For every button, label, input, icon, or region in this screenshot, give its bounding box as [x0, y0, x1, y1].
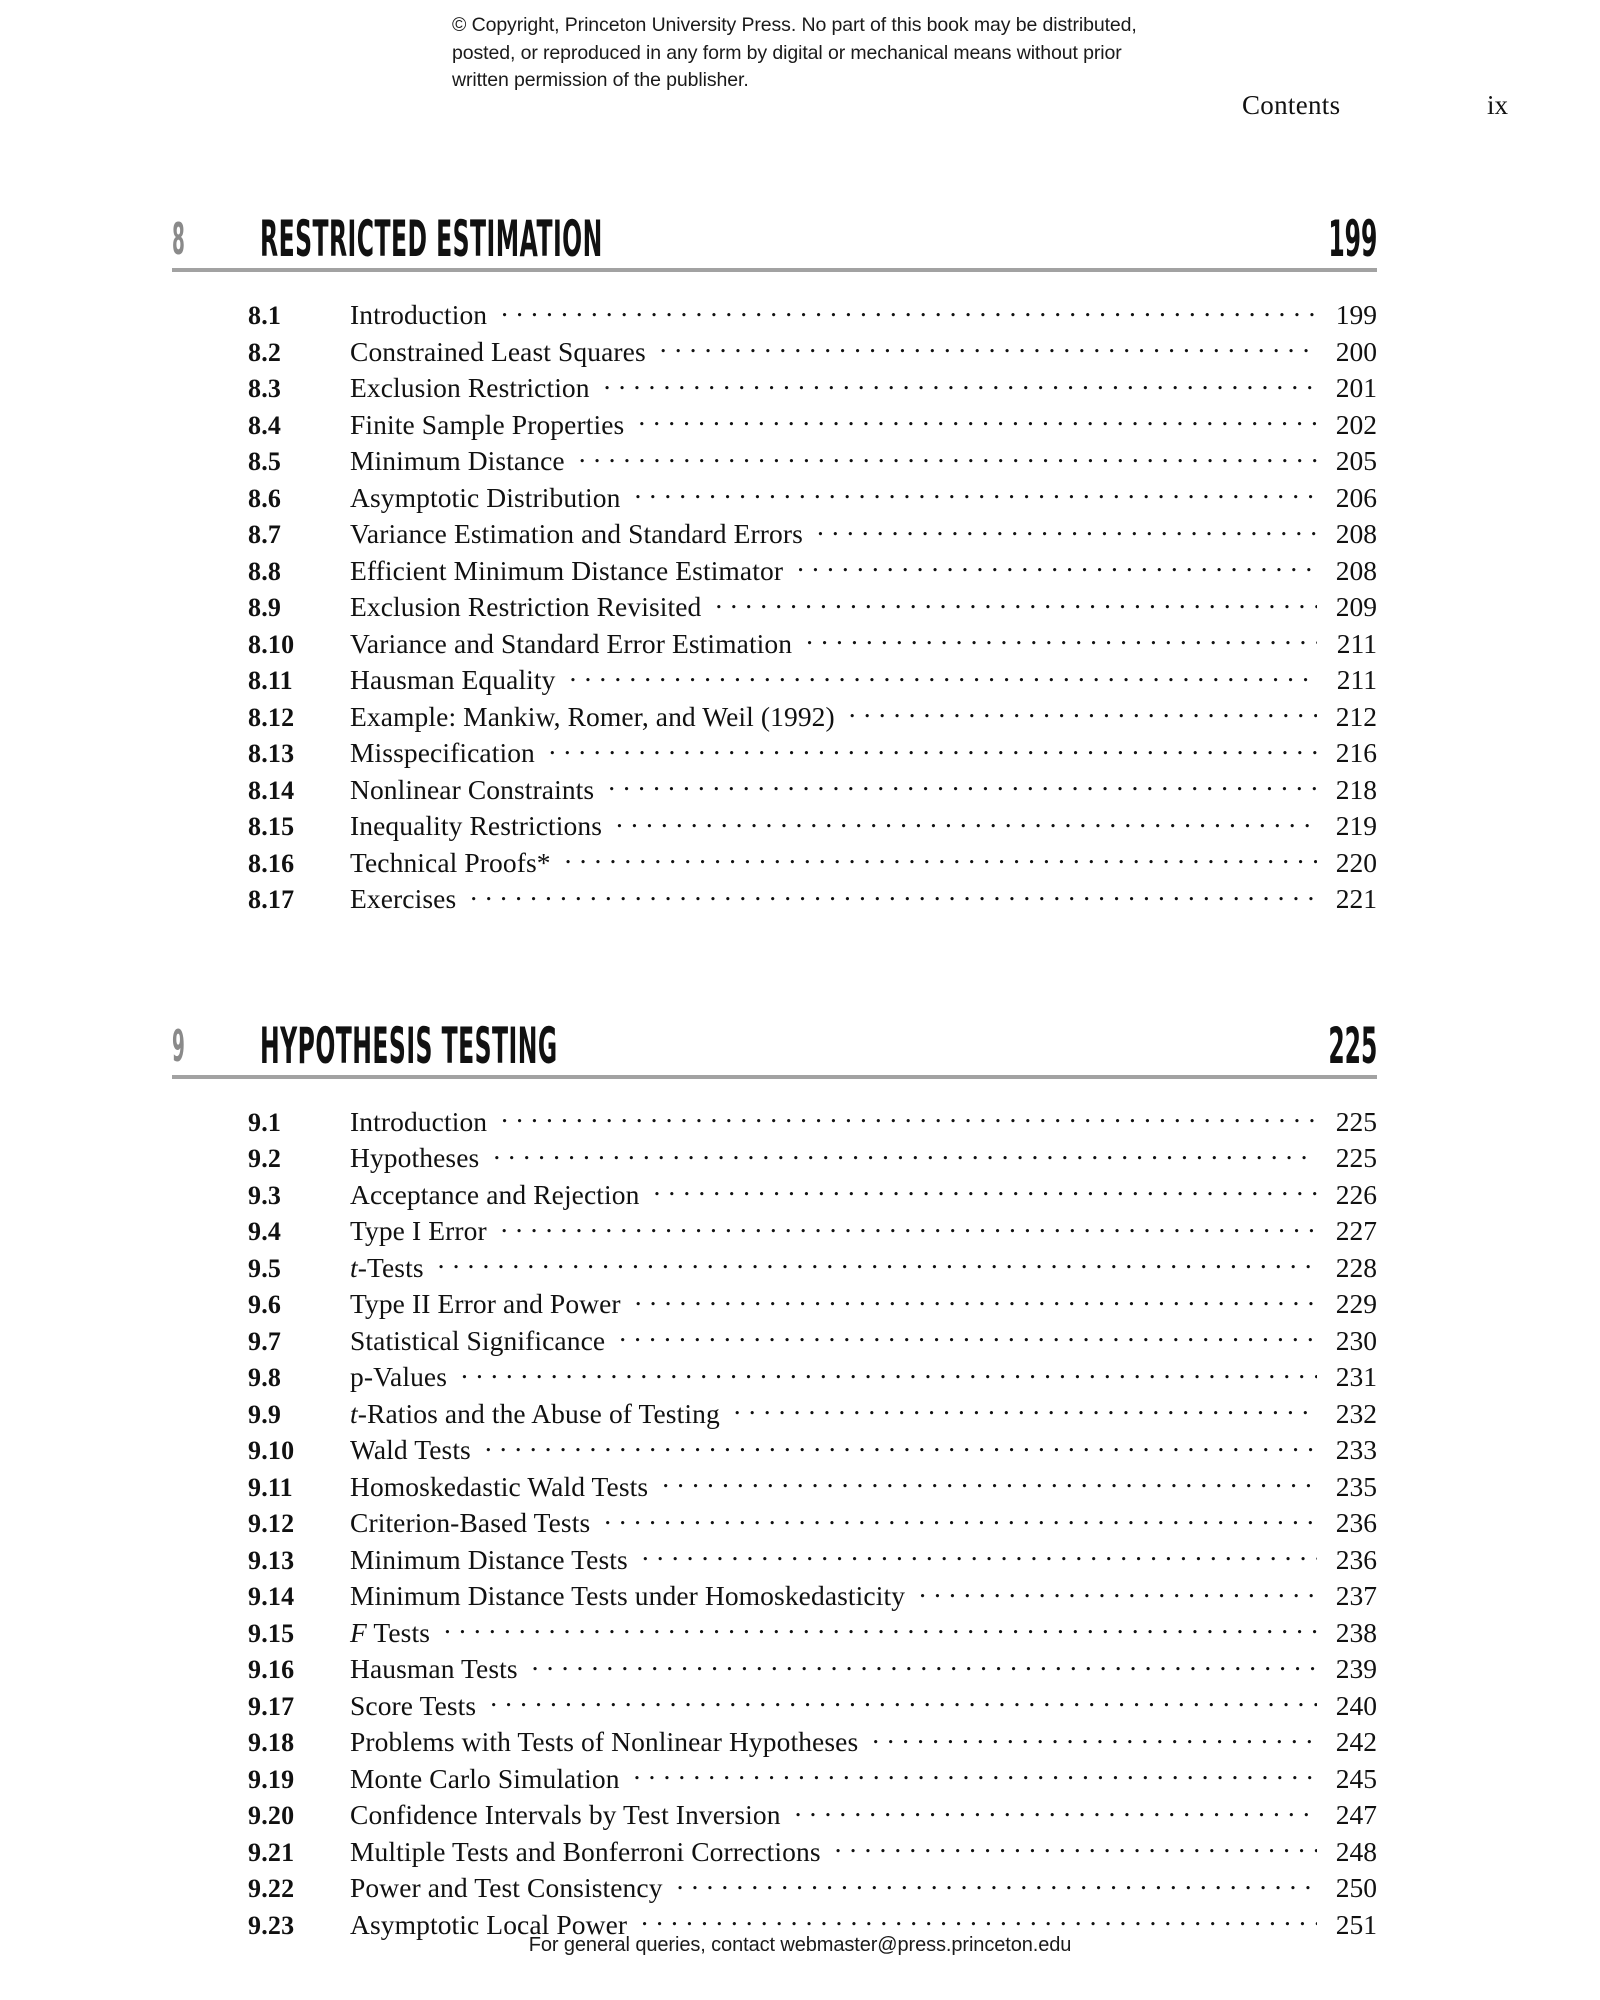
toc-entry-page-number: 200	[1335, 335, 1377, 367]
toc-entry-page-number: 235	[1335, 1470, 1377, 1502]
toc-entry-number: 9.17	[248, 1691, 295, 1721]
toc-entry-title: t-Tests	[350, 1251, 424, 1283]
toc-entry[interactable]	[172, 1322, 1377, 1359]
toc-entry-number: 9.6	[248, 1290, 282, 1319]
toc-entry-title: Introduction	[350, 299, 488, 330]
toc-entry[interactable]	[172, 1796, 1377, 1833]
toc-entry-number: 8.15	[248, 812, 295, 841]
toc-dot-leader	[715, 588, 1317, 616]
toc-entry-number: 9.2	[248, 1144, 282, 1173]
toc-entry-number: 8.13	[248, 739, 295, 768]
toc-entry[interactable]	[172, 1139, 1377, 1176]
toc-entry-number: 8.3	[248, 374, 282, 403]
toc-dot-leader	[635, 1285, 1317, 1313]
chapter-divider-rule	[172, 268, 1377, 272]
toc-dot-leader	[872, 1723, 1317, 1751]
toc-entry-title: p-Values	[350, 1361, 448, 1392]
toc-entry[interactable]	[172, 442, 1377, 479]
toc-entry[interactable]	[172, 1687, 1377, 1724]
toc-entry[interactable]	[172, 406, 1377, 443]
toc-entry-number: 8.10	[248, 629, 295, 659]
toc-entry-page-number: 229	[1335, 1288, 1377, 1319]
toc-entry-page-number: 240	[1335, 1689, 1377, 1721]
toc-dot-leader	[444, 1614, 1317, 1642]
toc-dot-leader	[604, 1504, 1317, 1532]
toc-entry[interactable]	[172, 552, 1377, 589]
toc-entry-number: 9.7	[248, 1326, 282, 1356]
toc-entry[interactable]	[172, 1176, 1377, 1213]
toc-dot-leader	[641, 1906, 1317, 1934]
toc-entry-title: Hausman Tests	[350, 1653, 518, 1684]
toc-entry-page-number: 219	[1335, 810, 1377, 841]
table-of-contents	[172, 196, 1377, 1942]
toc-entry-number: 9.16	[248, 1655, 295, 1684]
toc-entry-number: 9.10	[248, 1436, 295, 1465]
toc-dot-leader	[795, 1796, 1317, 1824]
toc-entry-page-number: 237	[1335, 1580, 1377, 1611]
toc-entry-title: Minimum Distance Tests	[350, 1543, 628, 1575]
toc-entry[interactable]	[172, 1577, 1377, 1614]
toc-entry-number: 8.14	[248, 775, 295, 805]
toc-entry-page-number: 212	[1335, 700, 1377, 732]
toc-entry-page-number: 226	[1335, 1178, 1377, 1210]
chapter-number: 9	[172, 1020, 185, 1072]
toc-entry[interactable]	[172, 1833, 1377, 1870]
toc-entry-title: Type II Error and Power	[350, 1288, 621, 1319]
toc-entry[interactable]	[172, 1468, 1377, 1505]
toc-dot-leader	[549, 734, 1317, 762]
toc-entry-title: Efficient Minimum Distance Estimator	[350, 554, 784, 586]
toc-entry[interactable]	[172, 698, 1377, 735]
toc-entry-number: 8.9	[248, 593, 282, 622]
toc-entry-page-number: 199	[1335, 299, 1377, 330]
toc-entry-number: 8.12	[248, 702, 295, 732]
toc-entry-title: Minimum Distance Tests under Homoskedasticity	[350, 1580, 906, 1611]
toc-entry-page-number: 211	[1336, 627, 1377, 659]
toc-dot-leader	[660, 333, 1317, 361]
toc-dot-leader	[662, 1468, 1317, 1496]
toc-dot-leader	[634, 479, 1317, 507]
toc-dot-leader	[817, 515, 1317, 543]
toc-dot-leader	[806, 625, 1317, 653]
toc-entry-page-number: 250	[1335, 1872, 1377, 1903]
toc-entry-number: 9.5	[248, 1253, 282, 1283]
chapter-divider-rule	[172, 1075, 1377, 1079]
toc-entry-page-number: 242	[1335, 1726, 1377, 1757]
toc-entry-number: 8.8	[248, 556, 282, 586]
toc-entry[interactable]	[172, 844, 1377, 881]
toc-entry-number: 9.20	[248, 1801, 295, 1830]
toc-entry-title: Power and Test Consistency	[350, 1872, 663, 1903]
toc-dot-leader	[604, 369, 1317, 397]
section-list	[172, 1103, 1377, 1943]
toc-entry-number: 9.8	[248, 1363, 282, 1392]
toc-dot-leader	[677, 1869, 1317, 1897]
toc-entry[interactable]	[172, 807, 1377, 844]
toc-entry-title: Hypotheses	[350, 1142, 480, 1173]
toc-entry-number: 9.13	[248, 1545, 295, 1575]
toc-entry[interactable]	[172, 1103, 1377, 1140]
toc-entry-title: Statistical Significance	[350, 1324, 606, 1356]
toc-entry-number: 9.18	[248, 1728, 295, 1757]
toc-entry-page-number: 220	[1335, 846, 1377, 878]
toc-entry[interactable]	[172, 734, 1377, 771]
toc-entry-title: Minimum Distance	[350, 445, 565, 476]
toc-entry-page-number: 251	[1335, 1908, 1377, 1940]
toc-entry-page-number: 208	[1335, 554, 1377, 586]
toc-dot-leader	[461, 1358, 1317, 1386]
footer-notice: For general queries, contact webmaster@press.princeton.edu	[528, 1934, 1072, 1956]
toc-dot-leader	[493, 1139, 1317, 1167]
toc-entry[interactable]	[172, 1358, 1377, 1395]
toc-entry-page-number: 230	[1335, 1324, 1377, 1356]
toc-entry[interactable]	[172, 1541, 1377, 1578]
toc-entry-page-number: 205	[1335, 445, 1377, 476]
toc-entry[interactable]	[172, 880, 1377, 917]
toc-entry[interactable]	[172, 588, 1377, 625]
toc-entry-page-number: 201	[1335, 372, 1377, 403]
toc-entry-page-number: 225	[1335, 1142, 1377, 1173]
toc-entry-number: 8.16	[248, 848, 295, 878]
toc-dot-leader	[485, 1431, 1317, 1459]
copyright-notice: © Copyright, Princeton University Press. No part of this book may be distributed, posted, or reproduced in any form by digital or mechanical means without prior written permission of the publisher.	[452, 14, 1137, 92]
toc-entry-number: 8.7	[248, 520, 282, 549]
toc-entry-title: Variance and Standard Error Estimation	[350, 627, 793, 659]
toc-dot-leader	[835, 1833, 1317, 1861]
running-head	[0, 90, 1600, 130]
chapter-block	[172, 196, 1377, 917]
toc-dot-leader	[849, 698, 1317, 726]
toc-entry-page-number: 231	[1335, 1361, 1377, 1392]
toc-entry-title: Nonlinear Constraints	[350, 773, 595, 805]
toc-entry[interactable]	[172, 1614, 1377, 1651]
toc-entry-page-number: 209	[1335, 591, 1377, 622]
toc-entry-title: Monte Carlo Simulation	[350, 1762, 620, 1794]
toc-dot-leader	[570, 661, 1317, 689]
toc-dot-leader	[608, 771, 1317, 799]
toc-entry-title: Variance Estimation and Standard Errors	[350, 518, 803, 549]
toc-entry-page-number: 245	[1335, 1762, 1377, 1794]
toc-entry-page-number: 228	[1335, 1251, 1377, 1283]
toc-dot-leader	[642, 1541, 1317, 1569]
toc-entry-title: Example: Mankiw, Romer, and Weil (1992)	[350, 700, 835, 732]
toc-entry-number: 9.12	[248, 1509, 295, 1538]
toc-entry-title: t-Ratios and the Abuse of Testing	[350, 1397, 720, 1429]
toc-entry-page-number: 208	[1335, 518, 1377, 549]
toc-dot-leader	[734, 1395, 1317, 1423]
toc-dot-leader	[653, 1176, 1317, 1204]
chapter-title: HYPOTHESIS TESTING	[260, 1016, 558, 1075]
toc-entry-page-number: 232	[1335, 1397, 1377, 1429]
toc-entry-title: Exclusion Restriction Revisited	[350, 591, 702, 622]
toc-entry-number: 8.6	[248, 483, 282, 513]
running-head-title: Contents	[1242, 90, 1341, 120]
toc-dot-leader	[616, 807, 1317, 835]
toc-entry-number: 9.1	[248, 1107, 282, 1137]
toc-dot-leader	[638, 406, 1317, 434]
toc-entry-page-number: 239	[1335, 1653, 1377, 1684]
toc-entry-title: Problems with Tests of Nonlinear Hypotheses	[350, 1726, 859, 1757]
toc-dot-leader	[532, 1650, 1317, 1678]
toc-entry-number: 9.15	[248, 1618, 295, 1648]
toc-dot-leader	[634, 1760, 1317, 1788]
chapter-page-number: 199	[1327, 210, 1377, 268]
toc-entry-title: Acceptance and Rejection	[350, 1178, 640, 1210]
chapter-spacer	[172, 917, 1377, 1003]
chapter-title: RESTRICTED ESTIMATION	[260, 210, 603, 268]
toc-entry-title: Type I Error	[350, 1215, 487, 1246]
toc-entry[interactable]	[172, 1650, 1377, 1687]
toc-dot-leader	[565, 844, 1317, 872]
toc-entry[interactable]	[172, 625, 1377, 662]
toc-entry-number: 8.2	[248, 337, 282, 367]
toc-entry[interactable]	[172, 1504, 1377, 1541]
toc-entry-number: 8.4	[248, 410, 282, 440]
toc-entry[interactable]	[172, 1249, 1377, 1286]
toc-entry-title: Homoskedastic Wald Tests	[350, 1470, 649, 1502]
toc-entry[interactable]	[172, 1395, 1377, 1432]
toc-entry[interactable]	[172, 1869, 1377, 1906]
toc-entry-page-number: 206	[1335, 481, 1377, 513]
toc-entry-number: 9.4	[248, 1217, 282, 1246]
toc-entry-number: 9.23	[248, 1910, 295, 1940]
chapter-number: 8	[172, 214, 185, 265]
toc-entry-number: 8.11	[248, 666, 293, 695]
toc-entry-title: Finite Sample Properties	[350, 408, 625, 440]
toc-entry-title: Asymptotic Distribution	[350, 481, 621, 513]
toc-entry-page-number: 221	[1335, 883, 1377, 914]
chapter-heading[interactable]	[172, 196, 1377, 268]
toc-entry-page-number: 248	[1335, 1835, 1377, 1867]
toc-entry[interactable]	[172, 1760, 1377, 1797]
toc-entry-page-number: 218	[1335, 773, 1377, 805]
toc-entry-page-number: 238	[1335, 1616, 1377, 1648]
toc-entry-title: Criterion-Based Tests	[350, 1507, 591, 1538]
toc-entry-number: 9.3	[248, 1180, 282, 1210]
toc-entry-page-number: 236	[1335, 1507, 1377, 1538]
toc-entry-title: Technical Proofs*	[350, 846, 551, 878]
toc-entry-number: 9.21	[248, 1837, 295, 1867]
toc-entry-title: Wald Tests	[350, 1434, 471, 1465]
toc-entry-page-number: 227	[1335, 1215, 1377, 1246]
toc-entry-title: Exercises	[350, 883, 457, 914]
toc-entry-number: 8.1	[248, 301, 282, 330]
toc-entry-page-number: 211	[1336, 664, 1377, 695]
toc-dot-leader	[490, 1687, 1317, 1715]
toc-entry-number: 9.9	[248, 1399, 282, 1429]
toc-entry[interactable]	[172, 1212, 1377, 1249]
toc-entry-number: 9.14	[248, 1582, 295, 1611]
toc-entry-title: Confidence Intervals by Test Inversion	[350, 1799, 781, 1830]
page-folio: ix	[1487, 90, 1509, 120]
toc-entry-page-number: 247	[1335, 1799, 1377, 1830]
toc-entry-title: Misspecification	[350, 737, 535, 768]
toc-dot-leader	[501, 1212, 1317, 1240]
toc-entry-page-number: 225	[1335, 1105, 1377, 1137]
toc-entry-title: Inequality Restrictions	[350, 810, 603, 841]
toc-entry-number: 8.5	[248, 447, 282, 476]
toc-entry[interactable]	[172, 369, 1377, 406]
toc-dot-leader	[438, 1249, 1317, 1277]
toc-dot-leader	[619, 1322, 1317, 1350]
toc-entry-number: 9.19	[248, 1764, 295, 1794]
toc-entry-title: Asymptotic Local Power	[350, 1908, 628, 1940]
toc-entry[interactable]	[172, 771, 1377, 808]
toc-entry[interactable]	[172, 661, 1377, 698]
toc-entry-number: 8.17	[248, 885, 295, 914]
section-list	[172, 296, 1377, 917]
toc-entry-title: Hausman Equality	[350, 664, 556, 695]
toc-entry[interactable]	[172, 333, 1377, 370]
toc-dot-leader	[919, 1577, 1317, 1605]
toc-entry[interactable]	[172, 1285, 1377, 1322]
toc-entry[interactable]	[172, 479, 1377, 516]
toc-dot-leader	[501, 296, 1317, 324]
toc-entry-title: Introduction	[350, 1105, 488, 1137]
toc-entry[interactable]	[172, 1431, 1377, 1468]
chapter-page-number: 225	[1327, 1016, 1377, 1075]
toc-entry-number: 9.22	[248, 1874, 295, 1903]
toc-entry-page-number: 236	[1335, 1543, 1377, 1575]
toc-entry[interactable]	[172, 296, 1377, 333]
chapter-block	[172, 1003, 1377, 1943]
toc-entry-title: Multiple Tests and Bonferroni Corrections	[350, 1835, 821, 1867]
toc-entry-number: 9.11	[248, 1472, 293, 1502]
toc-dot-leader	[797, 552, 1317, 580]
toc-dot-leader	[579, 442, 1317, 470]
toc-entry-page-number: 233	[1335, 1434, 1377, 1465]
toc-entry-title: Score Tests	[350, 1689, 477, 1721]
toc-entry-page-number: 216	[1335, 737, 1377, 768]
toc-dot-leader	[470, 880, 1317, 908]
toc-entry-title: Exclusion Restriction	[350, 372, 590, 403]
toc-entry[interactable]	[172, 515, 1377, 552]
chapter-heading[interactable]	[172, 1003, 1377, 1075]
toc-entry[interactable]	[172, 1723, 1377, 1760]
toc-entry-title: F Tests	[350, 1616, 431, 1648]
toc-entry-title: Constrained Least Squares	[350, 335, 646, 367]
toc-dot-leader	[501, 1103, 1317, 1131]
toc-entry-page-number: 202	[1335, 408, 1377, 440]
